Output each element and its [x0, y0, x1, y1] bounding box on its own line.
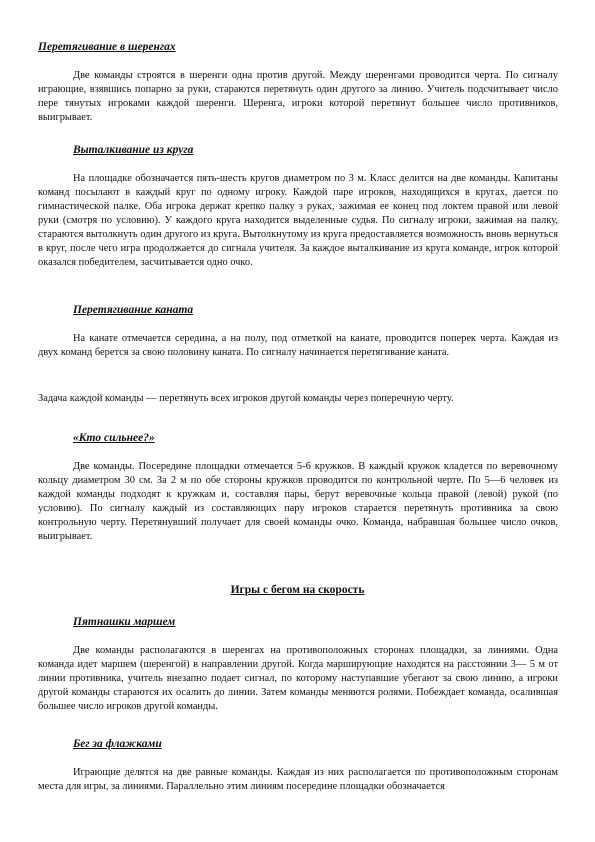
- section-heading-push-out-of-circle: Выталкивание из круга: [73, 144, 194, 156]
- group-title-speed-running-games: Игры с бегом на скорость: [230, 584, 365, 596]
- paragraph-march-tag: Две команды располагаются в шеренгах на противоположных сторонах площадки, за линиями. Одна команда идет маршем (шеренгой) в направлении другой. Когда марширующие находятся на расстоянии 3— 5 м от линии противника, учитель внезапно подает сигнал, по которому наступавшие убегают за свою линию, а игроки другой команды стараются их осалить до линии. Затем команды меняются ролями. Побеждает команда, осалившая большее число игроков другой команды.: [38, 645, 558, 712]
- paragraph-push-out-of-circle: На площадке обозначается пять-шесть кругов диаметром по 3 м. Класс делится на две команды. Капитаны команд посылают в каждый круг по одному игроку. Каждой паре игроков, находящихся в кругах, дается по гимнастической палке. Оба игрока держат крепко палку з руках, зажимая ее конец под локтем правой или левой руки (смотря по условию). У каждого круга находится выделенные судья. По сигналу игроки, зажимая на палку, стараются вытолкнуть один другого из круга. Вытолкнутому из круга предоставляется возможность вновь вернуться в круг, после чего игра продолжается до сигнала учителя. За каждое выталкивание из круга команде, игрок которой оказался победителем, засчитывается одно очко.: [38, 173, 558, 268]
- paragraph-tug-of-war-2: Задача каждой команды — перетянуть всех игроков другой команды через поперечную черту.: [38, 393, 454, 404]
- paragraph-who-is-stronger: Две команды. Посередине площадки отмечается 5-6 кружков. В каждый кружок кладется по веревочному кольцу диаметром 30 см. За 2 м по обе стороны кружков проводится по контрольной черте. По 5—6 человек из каждой команды подходят к кружкам и, составляя пары, берут веревочные кольца правой (левой) рукой (по условию). По сигналу каждый из составляющих пару игроков старается перетянуть противника за свою контрольную черту. Перетянувший получает для своей команды очко. Команда, набравшая большее число очков, выигрывает.: [38, 461, 558, 542]
- section-heading-run-for-flags: Бег за флажками: [73, 738, 162, 750]
- section-heading-march-tag: Пятнашки маршем: [73, 616, 176, 628]
- paragraph-tug-of-war-1: На канате отмечается середина, а на полу, под отметкой на канате, проводится поперек черта. Каждая из двух команд берется за свою половину каната. По сигналу начинается перетягивание каната.: [38, 333, 558, 358]
- section-heading-tug-in-lines: Перетягивание в шеренгах: [38, 41, 176, 53]
- paragraph-tug-in-lines: Две команды строятся в шеренги одна против другой. Между шеренгами проводится черта. По сигналу играющие, взявшись попарно за руки, стараются перетянуть один другого за линию. Учитель подсчитывает число пере тянутых игроками каждой шеренги. Шеренга, игроки которой перетянут большее число противников, выигрывает.: [38, 70, 558, 123]
- section-heading-tug-of-war: Перетягивание каната: [73, 304, 194, 316]
- section-heading-who-is-stronger: «Кто сильнее?»: [73, 432, 155, 444]
- paragraph-run-for-flags: Играющие делятся на две равные команды. Каждая из них располагается по противоположным сторонам места для игры, за линиями. Параллельно этим линиям посередине площадки обозначается: [38, 767, 558, 792]
